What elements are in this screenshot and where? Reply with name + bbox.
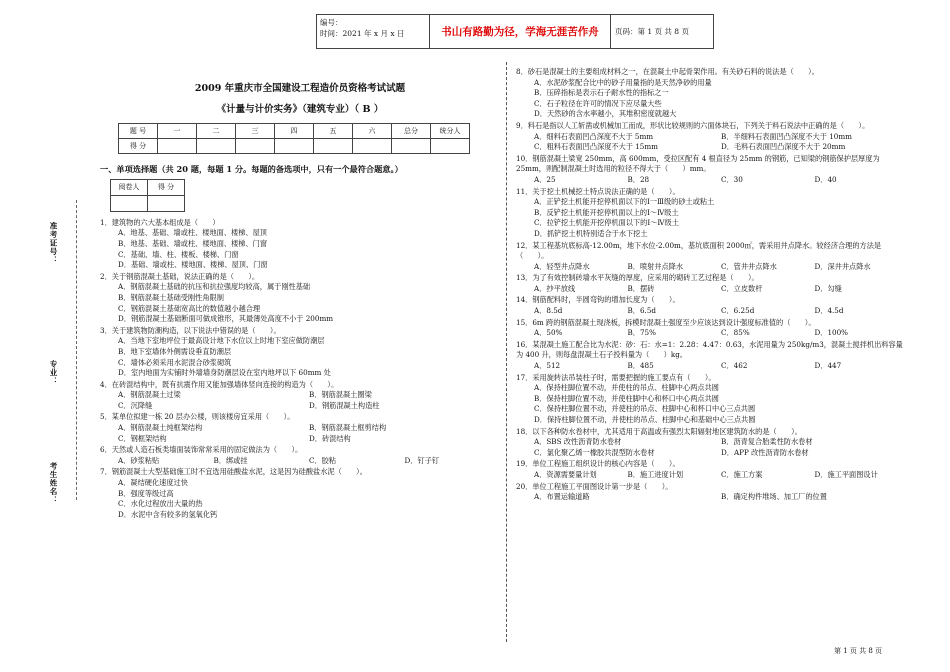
question-option: B．6.5d [627,306,657,316]
side-label-major: 专业： [49,360,58,386]
question-text: 7．钢筋混凝土大型基础施工时不宜选用硅酸盐水泥，这是因为硅酸盐水泥（ ）。 [100,467,367,477]
question-option: A．细料石表面凹凸深度不大于 5mm [534,131,654,141]
exam-subtitle: 《计量与计价实务》（建筑专业）（ B ） [216,103,384,115]
question-option: A．抄平放线 [534,283,576,293]
score-cell: 总分 [392,124,431,139]
section-heading: 一、单项选择题（共 20 题，每题 1 分。每题的备选项中，只有一个最符合题意。） [100,164,403,175]
score-cell [197,139,236,154]
question-option: B．钢筋混凝土圈梁 [309,390,372,400]
score-cell: 四 [275,124,314,139]
option-row [516,306,908,317]
question-option: A．钢筋混凝土基础的抗压和抗拉强度均较高，属于刚性基础 [118,282,311,292]
question-option: D．APP 改性沥青防水卷材 [721,447,809,457]
question-option: D．钢筋混凝土基础断面可做成锥形，其最薄处高度不小于 200mm [118,314,334,324]
question-option: A．布置运输道路 [534,492,590,502]
question-text: 11．关于挖土机械挖土特点说法正确的是（ ）。 [516,186,680,196]
right-column [516,66,908,503]
option-row [100,434,500,445]
question-text: 1．建筑物的六大基本组成是（ ） [100,217,220,227]
score-cell [431,139,470,154]
option-row [516,262,908,273]
question-option: A．地基、基础、墙或柱、楼地面、楼梯、屋顶 [118,228,267,238]
left-column [100,80,500,520]
question-text: 13．为了有效控制砖墙水平灰缝的厚度，应采用的砌砖工艺过程是（ ）。 [516,273,759,283]
question-option: C．施工方案 [721,469,763,479]
grader-cell [111,195,148,211]
option-row [516,437,908,448]
exam-title: 2009 年重庆市全国建设工程造价员资格考试试题 [194,83,406,94]
score-cell: 题 号 [119,124,158,139]
question-option: C．462 [721,361,748,371]
question-option: B．485 [627,361,654,371]
score-cell: 得 分 [119,139,158,154]
question-option: C．钢筋混凝土基础宽高比的数值越小越合理 [118,303,261,313]
score-cell [236,139,275,154]
question-text: 2．关于钢筋混凝土基础，说法正确的是（ ）。 [100,271,260,281]
question-option: C．6.25d [721,306,755,316]
question-option: B．地基、基础、墙或柱、楼地面、楼梯、门窗 [118,238,268,248]
score-cell: 五 [314,124,353,139]
question-option: D．钉子钉 [404,455,440,465]
question-option: A．轻型井点降水 [534,261,590,271]
question-option: A．正铲挖土机能开挖停机面以下的Ⅰ一Ⅲ级的砂土或粘土 [534,197,715,207]
page-footer: 第 1 页 共 8 页 [834,647,883,655]
question-option: B．绑或挂 [213,455,248,465]
score-table [118,123,470,154]
score-cell: 六 [353,124,392,139]
header-page: 页码：第 1 页 共 8 页 [615,27,689,36]
header-time: 时间：2021 年 x 月 x 日 [320,29,405,38]
question-option: C．胶粘 [309,455,337,465]
question-option: C．基础、墙、柱、楼板、楼梯、门窗 [118,249,239,259]
grader-score-cell [148,195,185,211]
question-option: D．勾缝 [814,283,842,293]
question-option: C．保持柱脚位置不动，并使柱的吊点、柱脚中心和杯口中心三点共圆 [534,404,756,414]
option-row [516,284,908,295]
option-row [516,142,908,153]
header-no: 编号： [320,18,343,27]
left-questions [100,218,500,521]
grader-label: 阅卷人 [111,179,148,195]
question-option: B．半细料石表面凹凸深度不大于 10mm [721,131,852,141]
option-row [516,175,908,186]
question-option: D．保持柱脚位置不动，并使柱的吊点、柱脚中心和基础中心三点共圆 [534,415,756,424]
question-option: A．钢筋混凝土过梁 [118,390,181,400]
option-row [100,423,500,434]
question-option: D．4.5d [814,306,844,316]
question-option: C．沉降缝 [118,400,153,410]
question-option: D．施工平面图设计 [814,469,878,479]
question-option: D．深井井点降水 [814,261,871,271]
binding-line [76,200,77,500]
question-option: C．拉铲挖土机能开挖停机面以下的Ⅰ～Ⅳ级土 [534,218,679,228]
question-text: 8．砂石是混凝土的主要组成材料之一，在混凝土中起骨架作用。有关砂石料的说法是（ ）。 [516,67,819,76]
score-cell: 二 [197,124,236,139]
score-cell [314,139,353,154]
question-option: A．25 [534,174,556,184]
option-row [516,470,908,481]
score-row [119,124,470,139]
question-option: D．天然砂的含水率越小，其堆积密度就越大 [534,109,677,119]
side-label-name: 考生姓名： [49,462,58,505]
question-option: A．50% [534,328,563,338]
question-option: A．水泥砂浆配合比中的砂子用量指的是天然净砂的用量 [534,77,712,87]
option-row [100,390,500,401]
question-text: 20．单位工程施工平面图设计第一步是（ ）。 [516,481,673,491]
question-option: B．保持柱脚位置不动，并使柱脚中心和杯口中心两点共圆 [534,393,719,403]
question-option: B．施工进度计划 [627,469,684,479]
score-cell [158,139,197,154]
question-text: 16．某混凝土施工配合比为水泥：砂：石：水=1：2.28：4.47：0.63，水泥用量为 250kg/m3，混凝土搅拌机出料容量为 400 升，则每盘混凝土石子投料量为（ ）kg。 [516,339,903,360]
question-option: D．抓铲挖土机特别适合于水下挖土 [534,228,648,238]
question-option: A．当地下室地坪位于最高设计地下水位以上时地下室应做防潮层 [118,336,325,346]
question-text: 10．钢筋混凝土梁宽 250mm，高 600mm，受拉区配有 4 根直径为 25mm 的钢筋，已知梁的钢筋保护层厚度为 25mm，则配制混凝土时选用的粒径不得大于（ ）mm。 [516,153,880,174]
question-option: B．75% [627,328,656,338]
question-option: C．石子粒径在许可的情况下应尽量大些 [534,98,662,108]
option-row [516,448,908,459]
score-cell: 统分人 [431,124,470,139]
header-meta [317,15,430,48]
question-text: 14．钢筋配料时，半圆弯钩的增加长度为（ ）。 [516,295,680,305]
question-option: B．钢筋混凝土基础受刚性角限制 [118,292,224,302]
question-text: 3．关于建筑物防潮构造，以下说法中错误的是（ ）。 [100,325,281,335]
question-option: B．强度等级过高 [118,488,174,498]
question-option: A．钢筋混凝土纯框架结构 [118,423,203,433]
score-cell: 三 [236,124,275,139]
score-row [119,139,470,154]
question-option: B．钢筋混凝土框剪结构 [309,423,387,433]
question-option: D．100% [814,328,848,338]
question-option: B．压碎指标是表示石子耐水性的指标之一 [534,88,669,98]
question-option: D．砖混结构 [309,433,351,443]
question-text: 12．某工程基坑底标高-12.00m，地下水位-2.00m，基坑底面积 2000㎡，需采用井点降水。较经济合理的方法是（ ）。 [516,240,882,261]
question-option: A．凝结硬化速度过快 [118,478,188,488]
column-divider [506,62,507,642]
question-option: C．水化过程放出大量的热 [118,499,203,509]
question-text: 19．单位工程施工组织设计的核心内容是（ ）。 [516,459,680,469]
question-option: C．管井井点降水 [721,261,777,271]
right-questions [516,67,908,503]
option-row [516,361,908,372]
question-option: B．沥青复合胎柔性防水卷材 [721,437,813,447]
question-text: 15．6m 跨的钢筋混凝土现浇板，拆模时混凝土强度至少应该达到设计强度标准值的（ ）。 [516,317,816,327]
option-row [516,492,908,503]
option-row [516,132,908,143]
question-option: D．毛料石表面凹凸深度不大于 20mm [721,142,846,152]
page-header [316,14,714,49]
question-option: C．30 [721,174,743,184]
question-option: D．40 [814,174,837,184]
score-cell: 一 [158,124,197,139]
question-option: A．512 [534,361,561,371]
question-option: A．SBS 改性沥青防水卷材 [534,437,622,447]
question-option: B．反铲挖土机能开挖停机面以上的Ⅰ～Ⅳ级土 [534,207,679,217]
score-cell [353,139,392,154]
question-option: D．基础、墙或柱、楼地面、楼梯、屋顶、门窗 [118,260,268,270]
option-row [100,456,500,467]
question-option: B．喷射井点降水 [627,261,684,271]
question-text: 9．料石是指以人工斩凿或机械加工而成，形状比较规则的六面体块石，下列关于料石说法中正确的是（ ）。 [516,120,870,130]
question-option: D．室内地面为实铺时外墙墙身防潮层设在室内地坪以下 60mm 处 [118,368,331,378]
question-option: D．钢筋混凝土构造柱 [309,400,380,410]
question-text: 18．以下各种防水卷材中，尤其适用于高温或有强烈太阳辐射地区建筑防水的是（ ）。 [516,426,802,436]
question-option: B．确定构件堆场、加工厂的位置 [721,492,827,502]
option-row [100,401,500,412]
question-option: C．氯化聚乙烯一橡胶共混型防水卷材 [534,447,655,457]
option-row [516,328,908,339]
question-option: D．水泥中含有较多的氢氧化钙 [118,509,218,519]
question-option: C．墙体必须采用水泥混合砂浆砌筑 [118,357,232,367]
grader-score-label: 得 分 [148,179,185,195]
score-cell [275,139,314,154]
question-option: C．粗料石表面凹凸深度不大于 15mm [534,142,658,152]
grader-table [110,179,185,212]
header-motto: 书山有路勤为径，学海无涯苦作舟 [430,15,611,48]
question-option: A．资源需要量计划 [534,469,597,479]
question-option: C．85% [721,328,750,338]
question-option: B．地下室墙体外侧需设垂直防潮层 [118,346,232,356]
score-cell [392,139,431,154]
question-option: C．立皮数杆 [721,283,763,293]
question-option: B．28 [627,174,650,184]
question-option: C．钢框架结构 [118,433,167,443]
question-option: D．447 [814,361,842,371]
question-option: A．8.5d [534,306,563,316]
question-text: 5．某单位拟建一栋 20 层办公楼，则该楼房宜采用（ ）。 [100,412,295,422]
question-option: B．摆砖 [627,283,655,293]
side-label-exam-number: 准考证号： [49,222,58,265]
question-option: A．保持柱脚位置不动，并使柱的吊点、柱脚中心两点共圆 [534,383,719,393]
question-text: 4．在砖混结构中，既有抗震作用又能加强墙体竖向连接的构造为（ ）。 [100,379,339,389]
question-text: 6．天然或人造石板类墙面装饰常常采用的固定做法为（ ）。 [100,445,303,455]
question-option: A．砂浆粘贴 [118,455,160,465]
question-text: 17．采用旋转法吊装柱子时，需要把握的施工要点有（ ）。 [516,372,716,382]
